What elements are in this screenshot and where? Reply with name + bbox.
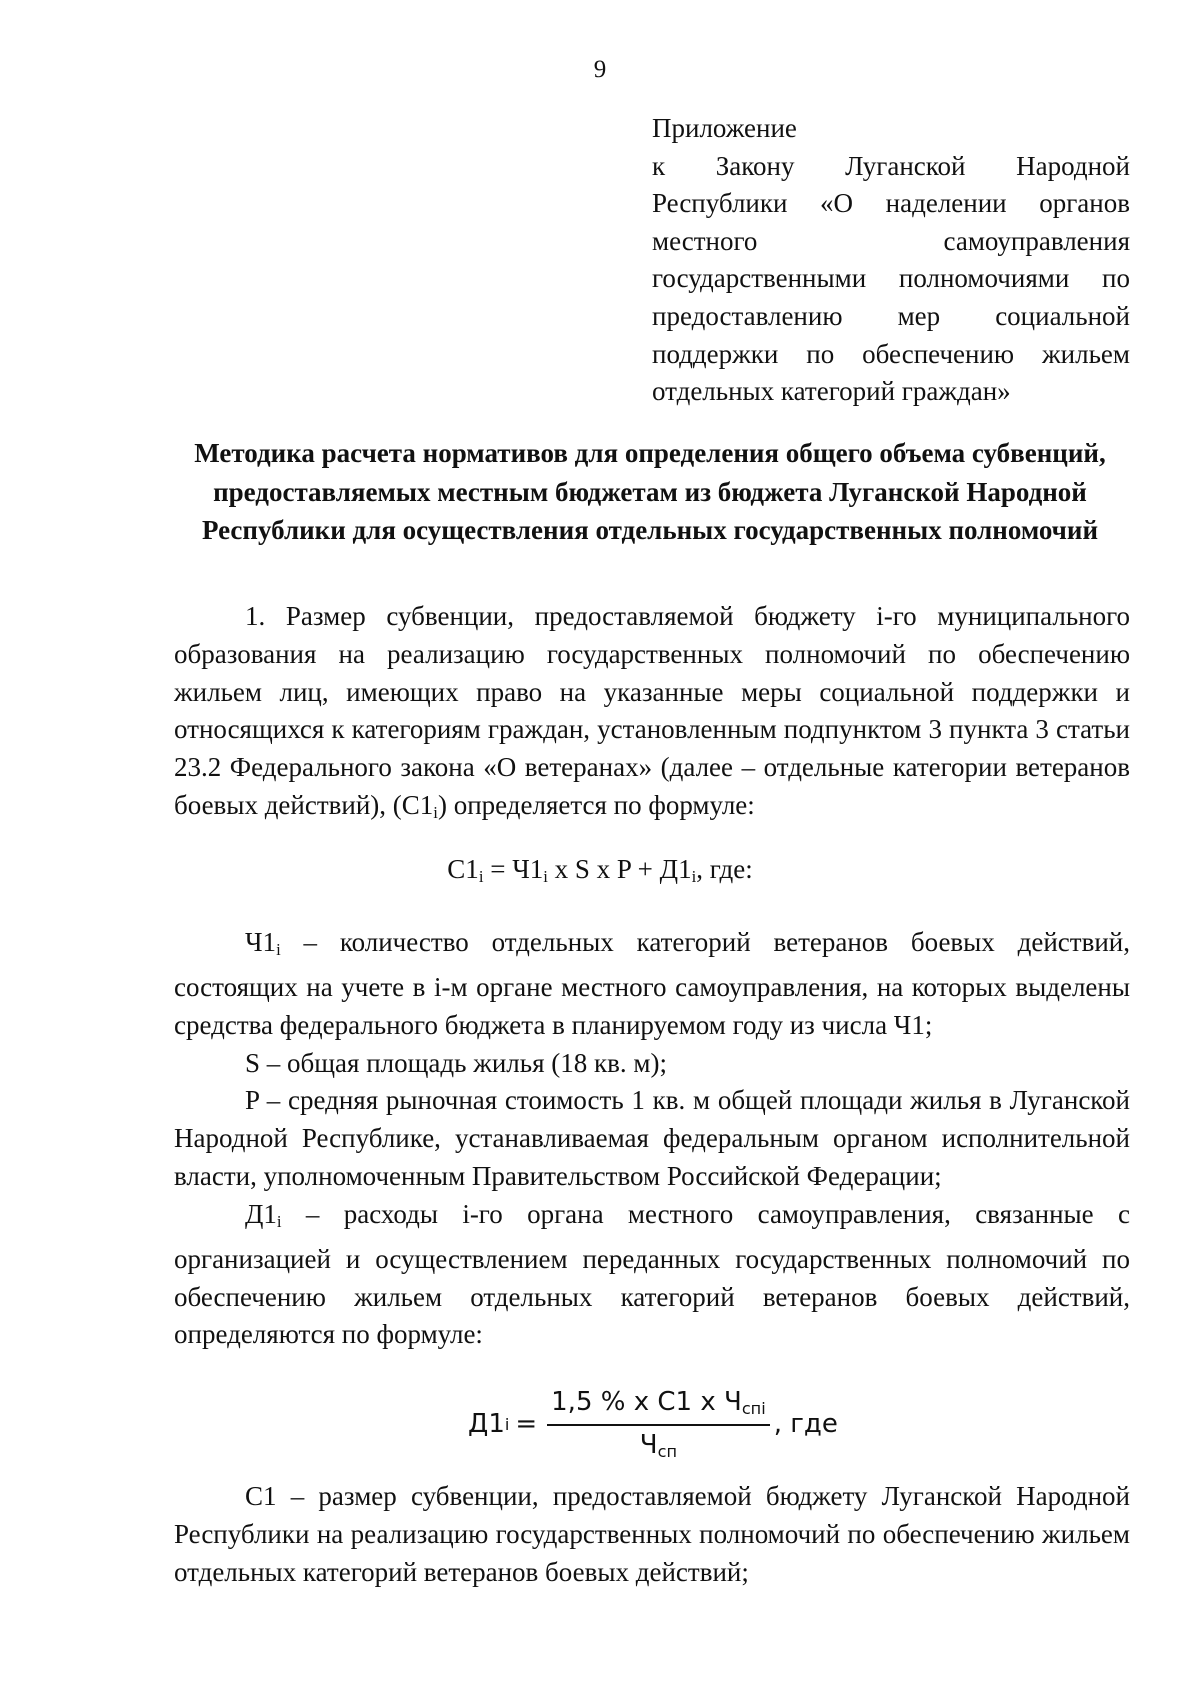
subscript: спi (741, 1399, 766, 1419)
subscript: i (543, 867, 548, 887)
subscript: i (276, 1211, 282, 1231)
appendix-title: Приложение (652, 113, 797, 143)
definition-d1 (174, 1196, 1130, 1354)
subscript: i (276, 940, 281, 960)
equals-sign: = (515, 1409, 538, 1440)
definition-s: S – общая площадь жилья (18 кв. м); (245, 1047, 667, 1078)
paragraph-1-text: 1. Размер субвенции, предоставляемой бюджету i-го муниципального образования на реализацию государственных полномочий по обеспечению жильем лиц, имеющих право на указанные меры социальной поддержки и относящихся к категориям граждан, установленным подпунктом 3 пункта 3 статьи 23.2 Федерального закона «О ветеранах» (далее – отдельные категории ветеранов боевых действий), (С1 (174, 601, 1130, 820)
formula-term: = Ч1 (483, 854, 544, 884)
formula-tail: , где (773, 1409, 838, 1440)
definition-text: – количество отдельных категорий ветеранов боевых действий, состоящих на учете в i-м органе местного самоуправления, на которых выделены средства федерального бюджета в планируемом году из числа Ч1; (174, 927, 1130, 1040)
definition-c1-block (174, 1478, 1130, 1591)
fraction-denominator (640, 1426, 677, 1461)
page-number: 9 (593, 56, 607, 83)
formula-term: , где: (696, 854, 753, 884)
subscript: i (433, 803, 438, 823)
formula-term: x S x P + Д1 (547, 854, 692, 884)
fraction-numerator (547, 1387, 770, 1426)
appendix-body: к Закону Луганской Народной Республики «О наделении органов местного самоуправления государственными полномочиями по предоставлению мер социальной поддержки по обеспечению жильем отдельных категорий граждан» (652, 150, 1130, 407)
definition-p: P – средняя рыночная стоимость 1 кв. м общей площади жилья в Луганской Народной Республике, устанавливаемая федеральным органом исполнительной власти, уполномоченным Правительством Российской Федерации; (174, 1085, 1130, 1191)
subscript: i (691, 867, 697, 887)
subscript: сп (657, 1442, 678, 1462)
formula-lhs: Д1 (468, 1409, 505, 1440)
denominator-text: Ч (639, 1430, 658, 1461)
definition-c1: С1 – размер субвенции, предоставляемой бюджету Луганской Народной Республики на реализацию государственных полномочий по обеспечению жильем отдельных категорий ветеранов боевых действий; (174, 1481, 1130, 1587)
appendix-block (652, 110, 1130, 411)
definitions-block (174, 924, 1130, 1354)
formula-term: С1 (447, 854, 479, 884)
definition-text: – расходы i-го органа местного самоуправления, связанные с организацией и осуществлением переданных государственных полномочий по обеспечению жильем отдельных категорий ветеранов боевых действий, определяются по формуле: (174, 1198, 1130, 1350)
formula-c1 (0, 854, 1200, 887)
numerator-text: 1,5 % x С1 x Ч (551, 1387, 742, 1417)
formula-d1 (468, 1387, 838, 1461)
definition-ch1 (174, 924, 1130, 1045)
paragraph-1-tail: ) определяется по формуле: (437, 789, 755, 820)
paragraph-1 (174, 598, 1130, 832)
definition-symbol: Д1 (245, 1198, 277, 1229)
document-heading: Методика расчета нормативов для определения общего объема субвенций, предоставляемых местным бюджетам из бюджета Луганской Народной Республики для осуществления отдельных государственных полномочий (194, 438, 1106, 545)
subscript: i (504, 1414, 510, 1434)
definition-symbol: Ч1 (245, 927, 277, 957)
fraction (547, 1387, 770, 1461)
subscript: i (478, 867, 484, 887)
